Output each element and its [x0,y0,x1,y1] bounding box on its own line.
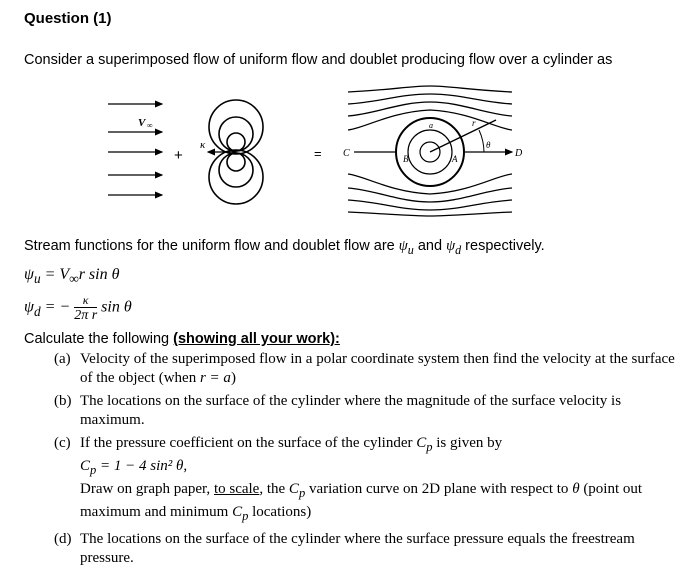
part-c-draw1: Draw on graph paper, [80,481,214,497]
question-parts [54,350,684,572]
eq2-fraction [74,293,97,323]
part-b-label: (b) [54,393,72,409]
eq2-denominator: 2π r [74,308,98,323]
kappa-label: κ [200,139,206,151]
part-b [54,392,684,430]
v-infinity-sub: ∞ [147,121,153,130]
equals-sign: = [314,146,322,161]
calc-prefix: Calculate the following [24,331,174,347]
part-c-draw-cp2-sub: p [242,509,249,523]
part-c-draw3: variation curve on 2D plane with respect to [305,481,573,497]
part-c-formula-cp: C [80,458,91,474]
doublet-flow-equation [24,293,132,329]
part-b-text: The locations on the surface of the cylinder where the magnitude of the surface velocity is maximum. [80,393,622,428]
part-d-label: (d) [54,531,72,547]
part-c-theta: θ [572,481,580,497]
point-d-label: D [515,148,523,159]
v-infinity-label: V [138,117,146,129]
eq2-tail: sin θ [101,298,132,316]
combined-flow-streamlines [348,86,512,216]
part-c-label: (c) [54,435,71,451]
psi-d: ψ [446,238,456,254]
flow-figure [100,82,560,217]
a-label: a [429,121,433,130]
part-c-text: If the pressure coefficient on the surface of the cylinder [80,435,417,451]
part-c-formula-sub: p [90,463,97,477]
stream-suffix: respectively. [461,238,545,254]
theta-label: θ [486,140,491,150]
eq2-numerator: κ [74,293,97,308]
part-c-to-scale: to scale [213,481,260,497]
part-c-draw-cp-sub: p [298,486,306,500]
uniform-flow-arrows [108,104,162,195]
stream-function-sentence [24,238,545,258]
eq1-sub: u [33,271,41,287]
part-c-draw5: locations) [248,504,312,520]
part-c-draw-cp: C [288,481,299,497]
part-d-text: The locations on the surface of the cylinder where the surface pressure equals the freestream pressure. [80,531,635,566]
stream-and: and [413,238,447,254]
stream-prefix: Stream functions for the uniform flow and doublet flow are [24,238,399,254]
part-c [54,434,684,526]
part-a-close: ) [230,370,236,386]
eq2-lhs: ψ [24,298,34,316]
part-c-cp: C [416,435,427,451]
part-c-draw-cp2: C [232,504,243,520]
eq2-equals: = − [40,298,71,316]
question-intro: Consider a superimposed flow of uniform flow and doublet producing flow over a cylinder as [24,52,613,68]
eq1-rhs: = V [40,266,70,283]
eq1-inf: ∞ [69,271,79,287]
eq1-lhs: ψ [24,266,34,283]
point-c-label: C [343,148,350,159]
part-c-formula: = 1 − 4 sin² θ, [96,458,188,474]
psi-d-sub: d [455,242,462,257]
part-c-draw4: (point out maximum and minimum [80,481,643,520]
point-a-label: A [452,154,458,164]
point-b-label: B [403,154,409,164]
part-a-text: Velocity of the superimposed flow in a polar coordinate system then find the velocity at the surface of the object (when [80,351,675,386]
uniform-flow-equation [24,266,119,287]
eq1-tail: r sin θ [78,266,120,283]
part-a-math: r = a [199,370,231,386]
calc-emphasis: (showing all your work): [173,331,340,347]
part-c-text2: is given by [432,435,503,451]
psi-u: ψ [398,238,408,254]
part-d [54,530,684,568]
part-a-label: (a) [54,351,71,367]
psi-u-sub: u [407,242,414,257]
r-label: r [472,118,476,128]
calculate-instruction [24,331,340,347]
question-title: Question (1) [24,10,112,27]
eq2-sub: d [33,303,41,319]
part-c-cp-sub: p [426,440,433,454]
plus-sign: + [174,147,183,164]
part-a [54,350,684,388]
part-c-draw2: , the [259,481,289,497]
